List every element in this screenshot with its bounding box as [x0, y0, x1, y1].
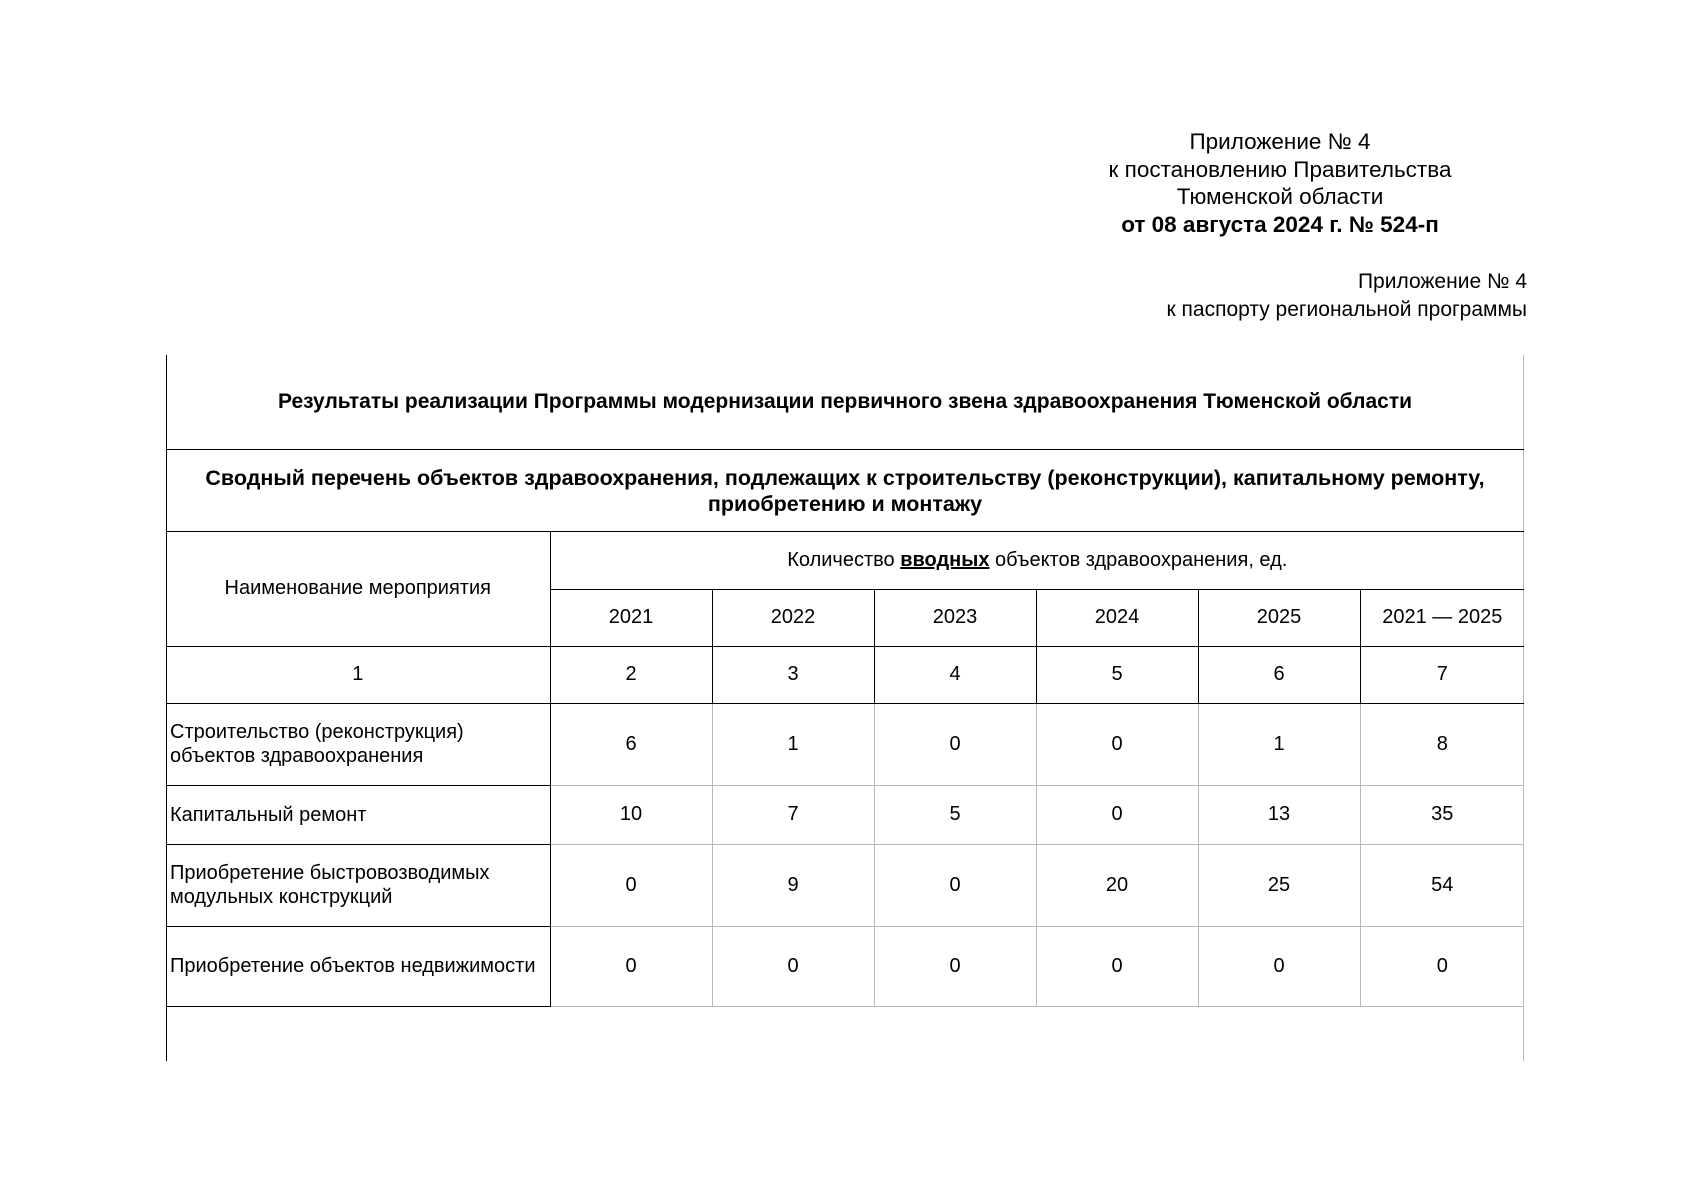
- year-header: 2025: [1198, 589, 1360, 646]
- table-row: [166, 926, 1524, 1006]
- table-row: [166, 844, 1524, 926]
- header-line-2: к постановлению Правительства: [1108, 156, 1452, 182]
- row-value: 0: [1036, 703, 1198, 785]
- row-value: 0: [550, 926, 712, 1006]
- row-value: 35: [1360, 785, 1524, 844]
- column-name-header: Наименование мероприятия: [166, 532, 550, 646]
- row-value: 9: [712, 844, 874, 926]
- row-value: 0: [1198, 926, 1360, 1006]
- row-value: 5: [874, 785, 1036, 844]
- table-row: [166, 785, 1524, 844]
- approval-header: [1020, 128, 1540, 238]
- row-value: 25: [1198, 844, 1360, 926]
- row-name: Капитальный ремонт: [166, 785, 550, 844]
- row-value: 1: [1198, 703, 1360, 785]
- row-name: Строительство (реконструкция) объектов здравоохранения: [166, 703, 550, 785]
- row-value: 0: [874, 926, 1036, 1006]
- results-table: [166, 532, 1524, 1007]
- column-number: 1: [166, 646, 550, 703]
- table-row: [166, 703, 1524, 785]
- year-header: 2023: [874, 589, 1036, 646]
- annex-header: [1167, 268, 1528, 324]
- row-value: 54: [1360, 844, 1524, 926]
- row-name: Приобретение быстровозводимых модульных конструкций: [166, 844, 550, 926]
- row-value: 10: [550, 785, 712, 844]
- table-title: Результаты реализации Программы модернизации первичного звена здравоохранения Тюменской области: [166, 355, 1524, 450]
- row-value: 0: [550, 844, 712, 926]
- header-line-1: Приложение № 4: [1189, 129, 1371, 154]
- row-value: 0: [1036, 926, 1198, 1006]
- row-name: Приобретение объектов недвижимости: [166, 926, 550, 1006]
- row-value: 0: [1036, 785, 1198, 844]
- group-header: [550, 532, 1524, 589]
- row-value: 7: [712, 785, 874, 844]
- row-value: 20: [1036, 844, 1198, 926]
- column-number: 7: [1360, 646, 1524, 703]
- annex-line-1: Приложение № 4: [1357, 270, 1527, 293]
- row-value: 0: [1360, 926, 1524, 1006]
- year-header: 2021: [550, 589, 712, 646]
- header-line-3: Тюменской области: [1176, 184, 1384, 209]
- column-number: 6: [1198, 646, 1360, 703]
- table-subtitle: Сводный перечень объектов здравоохранения, подлежащих к строительству (реконструкции), капитальному ремонту, приобретению и монтажу: [166, 450, 1524, 532]
- row-value: 13: [1198, 785, 1360, 844]
- group-header-pre: Количество: [787, 548, 895, 571]
- row-value: 1: [712, 703, 874, 785]
- row-value: 6: [550, 703, 712, 785]
- year-header: 2024: [1036, 589, 1198, 646]
- row-value: 0: [874, 844, 1036, 926]
- column-number: 4: [874, 646, 1036, 703]
- row-value: 0: [712, 926, 874, 1006]
- group-header-emphasis: вводных: [900, 548, 990, 571]
- column-number: 2: [550, 646, 712, 703]
- annex-line-2: к паспорту региональной программы: [1166, 298, 1527, 321]
- year-header: 2022: [712, 589, 874, 646]
- column-number: 5: [1036, 646, 1198, 703]
- row-value: 8: [1360, 703, 1524, 785]
- group-header-post: объектов здравоохранения, ед.: [995, 548, 1288, 571]
- year-header: 2021 — 2025: [1360, 589, 1524, 646]
- row-value: 0: [874, 703, 1036, 785]
- column-number: 3: [712, 646, 874, 703]
- header-line-4: от 08 августа 2024 г. № 524-п: [1121, 211, 1439, 237]
